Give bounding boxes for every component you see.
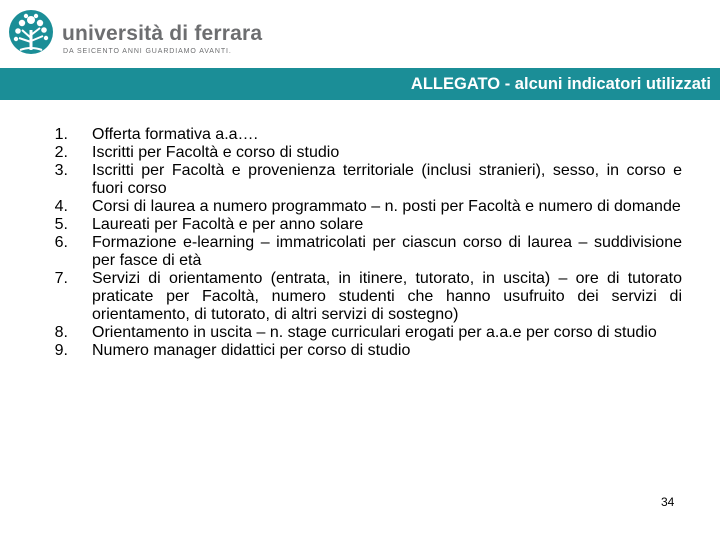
list-item bbox=[0, 162, 720, 198]
list-item-text: Iscritti per Facoltà e corso di studio bbox=[92, 144, 340, 161]
list-item-number: 1. bbox=[54, 126, 68, 143]
list-item bbox=[0, 234, 720, 270]
list-item-number: 6. bbox=[54, 234, 68, 251]
logo-name: università di ferrara bbox=[62, 22, 263, 45]
list-item-text: Formazione e-learning – immatricolati per ciascun corso di laurea – suddivisione per fasce di età bbox=[92, 234, 682, 269]
list-item bbox=[0, 342, 720, 360]
university-logo bbox=[6, 8, 263, 62]
list-item-text: Corsi di laurea a numero programmato – n. posti per Facoltà e numero di domande bbox=[92, 198, 681, 215]
list-item-text: Servizi di orientamento (entrata, in itinere, tutorato, in uscita) – ore di tutorato praticate per Facoltà, numero studenti che hanno usufruito dei servizi di orientamento, di tutorato, di altri servizi di sostegno) bbox=[92, 270, 682, 323]
title-bar bbox=[0, 68, 720, 100]
list-item bbox=[0, 270, 720, 324]
list-item-text: Iscritti per Facoltà e provenienza territoriale (inclusi stranieri), sesso, in corso e fuori corso bbox=[92, 162, 682, 197]
list-item-number: 4. bbox=[54, 198, 68, 215]
list-item-number: 8. bbox=[54, 324, 68, 341]
list-item bbox=[0, 324, 720, 342]
list-item bbox=[0, 198, 720, 216]
list-item bbox=[0, 144, 720, 162]
list-item-number: 7. bbox=[54, 270, 68, 287]
list-item bbox=[0, 216, 720, 234]
slide-title: ALLEGATO - alcuni indicatori utilizzati bbox=[410, 75, 711, 93]
logo-tagline: DA SEICENTO ANNI GUARDIAMO AVANTI. bbox=[63, 48, 232, 55]
list-item-number: 5. bbox=[54, 216, 68, 233]
list-item bbox=[0, 126, 720, 144]
list-item-number: 9. bbox=[54, 342, 68, 359]
indicator-list bbox=[0, 126, 720, 360]
list-item-text: Offerta formativa a.a…. bbox=[92, 126, 258, 143]
page-number: 34 bbox=[661, 495, 675, 509]
list-item-number: 3. bbox=[54, 162, 68, 179]
list-item-text: Laureati per Facoltà e per anno solare bbox=[92, 216, 364, 233]
list-item-text: Orientamento in uscita – n. stage curriculari erogati per a.a.e per corso di studio bbox=[92, 324, 657, 341]
list-item-number: 2. bbox=[54, 144, 68, 161]
tree-emblem-icon bbox=[8, 8, 54, 58]
list-item-text: Numero manager didattici per corso di studio bbox=[92, 342, 411, 359]
